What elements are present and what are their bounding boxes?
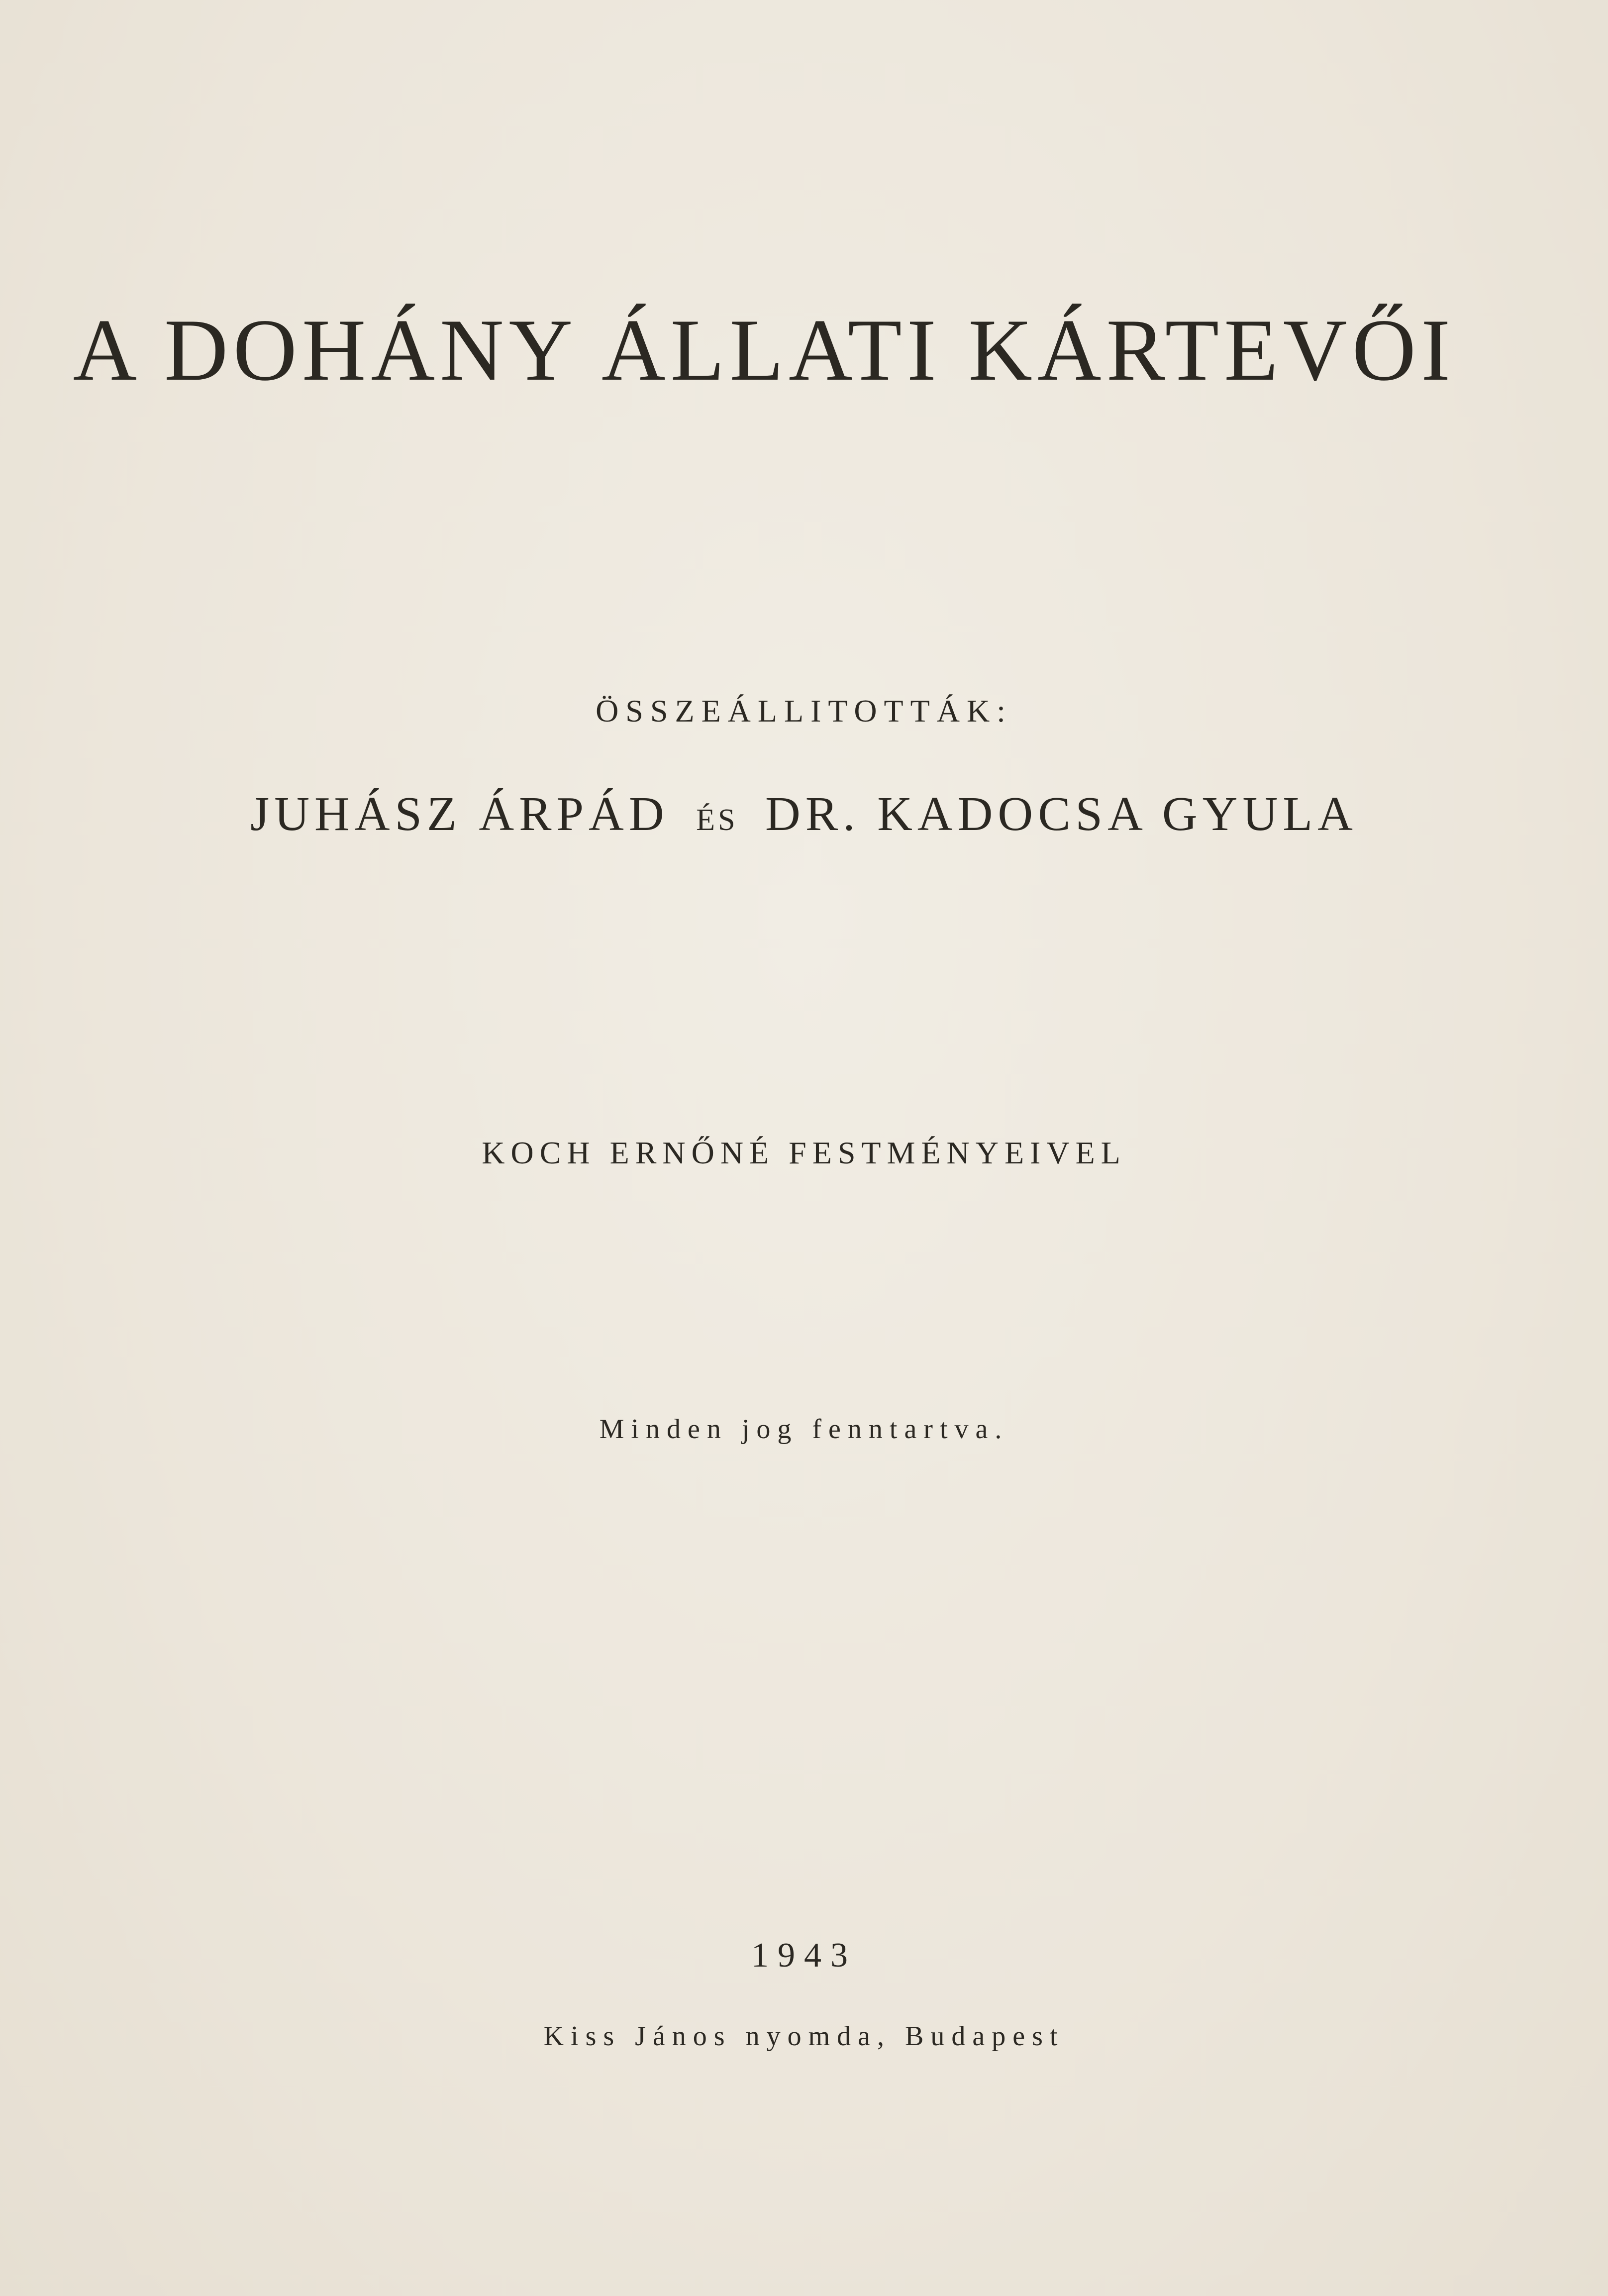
book-title: A DOHÁNY ÁLLATI KÁRTEVŐI — [73, 301, 1456, 399]
author-connector: ÉS — [696, 803, 738, 837]
printer-imprint: Kiss János nyomda, Budapest — [543, 2021, 1065, 2052]
publication-year: 1943 — [751, 1936, 857, 1975]
compiled-by-label: ÖSSZEÁLLITOTTÁK: — [596, 693, 1012, 729]
author-juhasz: JUHÁSZ ÁRPÁD — [250, 787, 669, 841]
paintings-credit: KOCH ERNŐNÉ FESTMÉNYEIVEL — [482, 1135, 1126, 1170]
rights-notice: Minden jog fenntartva. — [599, 1414, 1009, 1445]
authors-line — [0, 786, 1608, 842]
author-kadocsa: DR. KADOCSA GYULA — [765, 787, 1358, 841]
